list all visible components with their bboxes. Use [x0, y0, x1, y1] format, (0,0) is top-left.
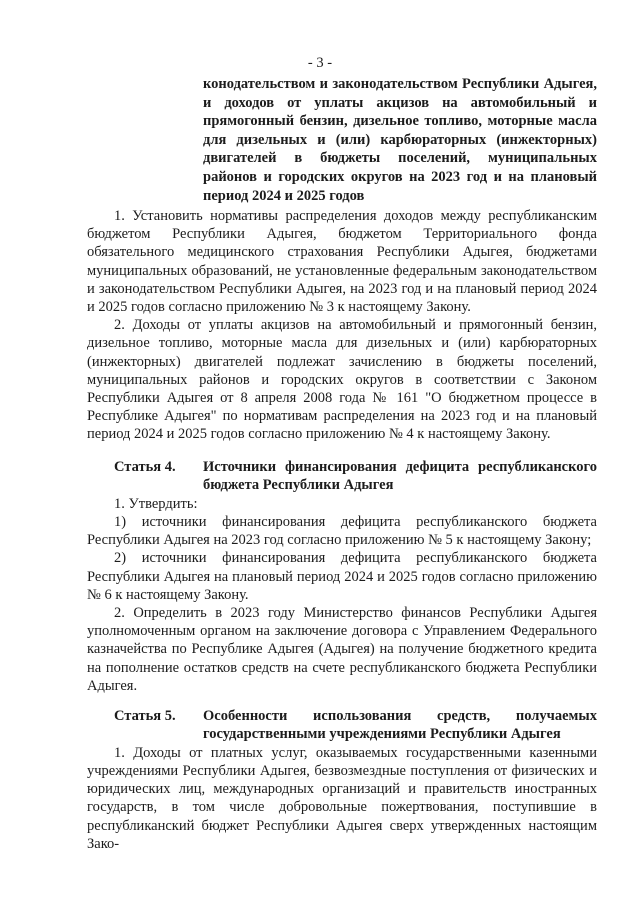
section3-paragraph-2: 2. Доходы от уплаты акцизов на автомобильный и прямогонный бензин, дизельное топливо, моторные масла для дизельных и (или) карбюраторных (инжекторных) двигателей подлежат зачислению в бюджеты поселений, муниципальных районов и городских округов в соответствии с Законом Республики Адыгея от 8 апреля 2008 года № 161 "О бюджетном процессе в Республике Адыгея" по нормативам распределения на 2023 год и на плановый период 2024 и 2025 годов согласно приложению № 4 к настоящему Закону.	[87, 317, 597, 443]
article-4-paragraph-4: 2. Определить в 2023 году Министерство финансов Республики Адыгея уполномоченным органом на заключение договора с Управлением Федерального казначейства по Республике Адыгея (Адыгея) на получение бюджетного кредита на пополнение остатков средств на счете республиканского бюджета Республики Адыгея.	[87, 605, 597, 694]
section3-paragraph-1: 1. Установить нормативы распределения доходов между республиканским бюджетом Республики Адыгея, бюджетом Территориального фонда обязательного медицинского страхования Республики Адыгея, бюджетами муниципальных образований, не установленные федеральным законодательством и законодательством Республики Адыгея, на 2023 год и на плановый период 2024 и 2025 годов согласно приложению № 3 к настоящему Закону.	[87, 208, 597, 316]
article-4-title: Источники финансирования дефицита республиканского бюджета Республики Адыгея	[203, 459, 597, 494]
article-4-label: Статья 4.	[114, 459, 176, 475]
article-5	[87, 707, 597, 853]
article-5-label: Статья 5.	[114, 708, 176, 724]
article-5-paragraph-1: 1. Доходы от платных услуг, оказываемых государственными казенными учреждениями Республики Адыгея, безвозмездные поступления от физических и юридических лиц, международных организаций и правительств иностранных государств, в том числе добровольные пожертвования, поступившие в республиканский бюджет Республики Адыгея сверх утвержденных настоящим Зако-	[87, 744, 597, 852]
page-number: - 3 -	[307, 55, 333, 71]
article-5-header	[87, 707, 597, 744]
article-4-paragraph-2: 1) источники финансирования дефицита республиканского бюджета Республики Адыгея на 2023 год согласно приложению № 5 к настоящему Закону;	[87, 514, 597, 549]
article-4	[87, 458, 597, 695]
article-5-title: Особенности использования средств, получаемых государственными учреждениями Республики Адыгея	[203, 708, 597, 743]
article-4-paragraph-1: 1. Утвердить:	[114, 495, 198, 512]
article-4-header	[87, 458, 597, 495]
section-heading: конодательством и законодательством Республики Адыгея, и доходов от уплаты акцизов на автомобильный и прямогонный бензин, дизельное топливо, моторные масла для дизельных и (или) карбюраторных (инжекторных) двигателей в бюджеты поселений, муниципальных районов и городских округов на 2023 год и на плановый период 2024 и 2025 годов	[203, 76, 597, 204]
section3-body	[87, 207, 597, 444]
article-4-paragraph-3: 2) источники финансирования дефицита республиканского бюджета Республики Адыгея на плановый период 2024 и 2025 годов согласно приложению № 6 к настоящему Закону.	[87, 550, 597, 603]
